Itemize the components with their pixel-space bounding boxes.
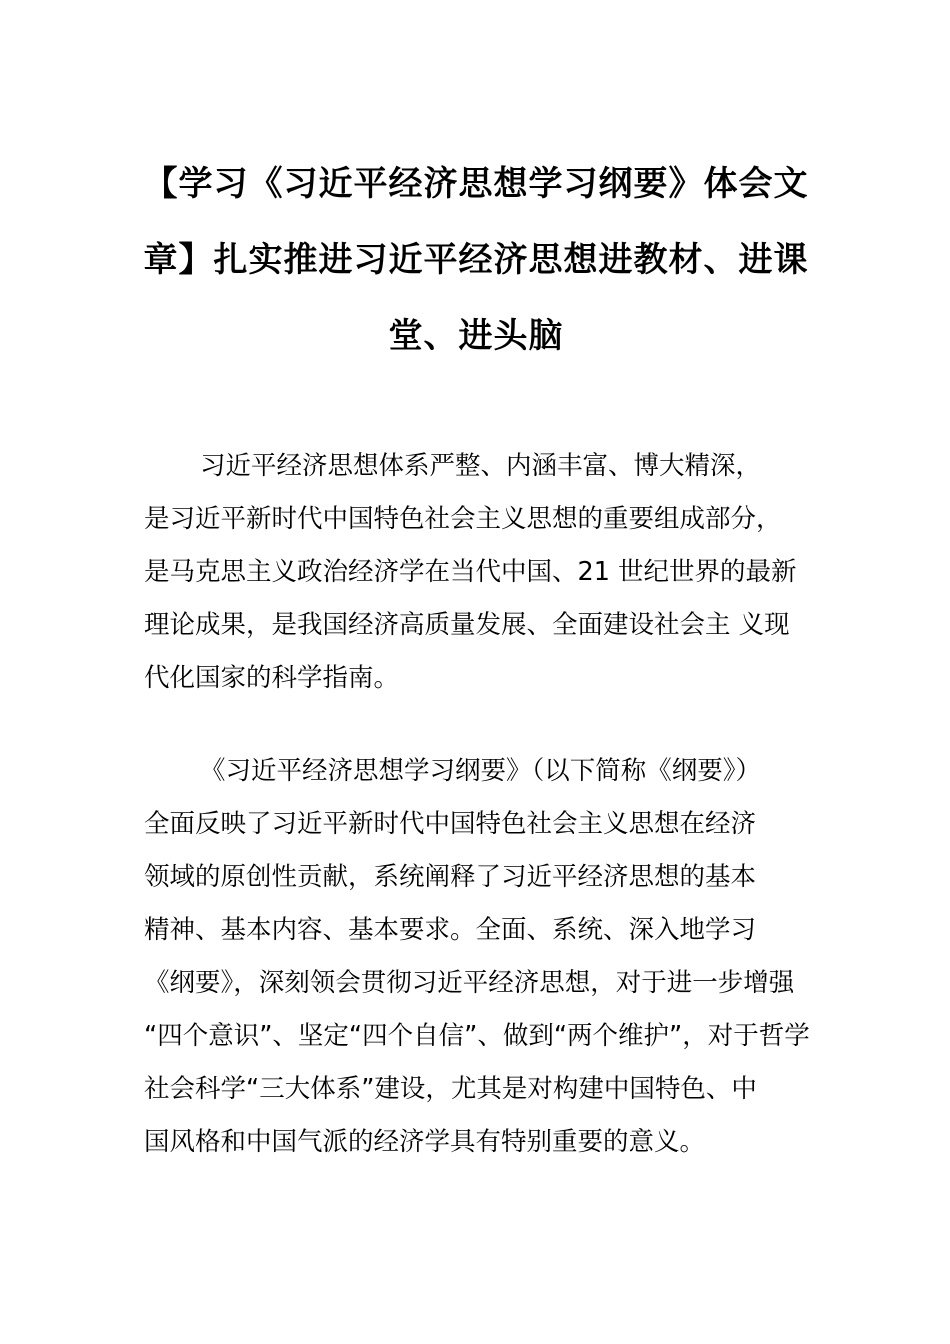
paragraph-2-line-4: 精神、基本内容、基本要求。全面、系统、深入地学习 bbox=[144, 915, 757, 945]
paragraph-2-line-3: 领域的原创性贡献，系统阐释了习近平经济思想的基本 bbox=[144, 862, 757, 892]
title-line-1: 【学习《习近平经济思想学习纲要》体会文 bbox=[143, 164, 809, 204]
paragraph-1-line-3: 是马克思主义政治经济学在当代中国、21 世纪世界的最新 bbox=[144, 557, 797, 587]
paragraph-1-line-5: 代化国家的科学指南。 bbox=[144, 663, 400, 693]
paragraph-1-line-1: 习近平经济思想体系严整、内涵丰富、博大精深， bbox=[200, 451, 762, 481]
paragraph-2-line-2: 全面反映了习近平新时代中国特色社会主义思想在经济 bbox=[144, 809, 757, 839]
paragraph-1-line-4: 理论成果，是我国经济高质量发展、全面建设社会主 义现 bbox=[144, 610, 790, 640]
document-title bbox=[140, 146, 812, 374]
body-paragraph-2 bbox=[144, 745, 844, 1169]
paragraph-2-line-6: “四个意识”、坚定“四个自信”、做到“两个维护”，对于哲学 bbox=[144, 1021, 810, 1051]
paragraph-2-line-1: 《习近平经济思想学习纲要》（以下简称《纲要》） bbox=[200, 756, 762, 786]
paragraph-2-line-8: 国风格和中国气派的经济学具有特别重要的意义。 bbox=[144, 1127, 706, 1157]
title-line-2: 章】扎实推进习近平经济思想进教材、进课 bbox=[143, 240, 809, 280]
paragraph-1-line-2: 是习近平新时代中国特色社会主义思想的重要组成部分， bbox=[144, 504, 782, 534]
body-paragraph-1 bbox=[144, 440, 844, 705]
title-line-3: 堂、进头脑 bbox=[388, 316, 564, 356]
paragraph-2-line-7: 社会科学“三大体系”建设，尤其是对构建中国特色、中 bbox=[144, 1074, 757, 1104]
paragraph-2-line-5: 《纲要》，深刻领会贯彻习近平经济思想，对于进一步增强 bbox=[144, 968, 795, 998]
